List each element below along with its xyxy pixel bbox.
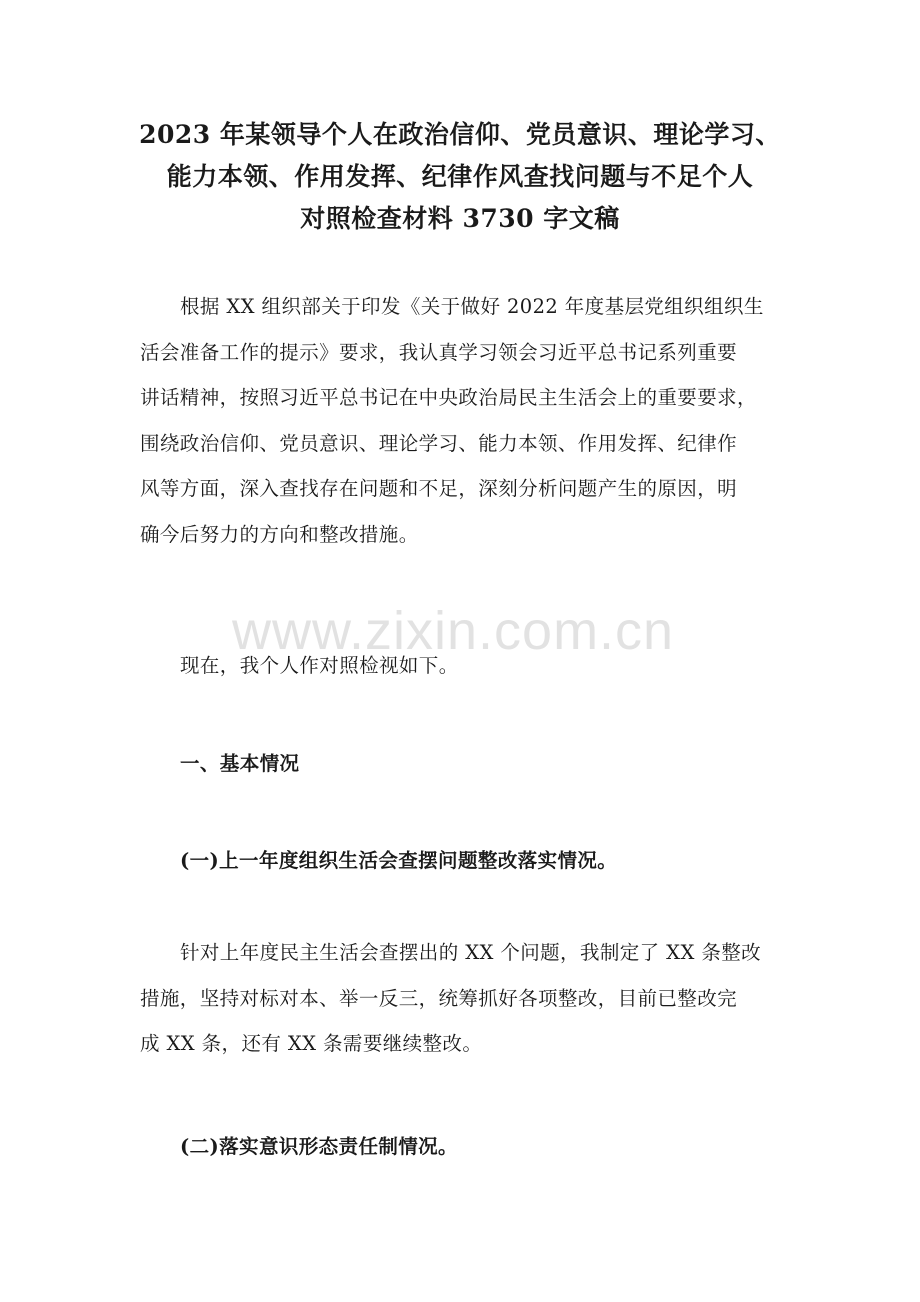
intro-line-4: 围绕政治信仰、党员意识、理论学习、能力本领、作用发挥、纪律作 [140, 431, 738, 455]
sub1-line-3: 成 XX 条，还有 XX 条需要继续整改。 [140, 1032, 483, 1056]
subsection-heading-1: (一)上一年度组织生活会查摆问题整改落实情况。 [180, 849, 618, 872]
watermark: www.zixin.com.cn [232, 601, 675, 661]
sub1-line-1: 针对上年度民主生活会查摆出的 XX 个问题，我制定了 XX 条整改 [180, 941, 762, 964]
subsection-heading-2: (二)落实意识形态责任制情况。 [180, 1135, 458, 1158]
title-line-1: 2023 年某领导个人在政治信仰、党员意识、理论学习、 [139, 120, 781, 149]
document-title [130, 114, 790, 240]
title-line-3: 对照检查材料 3730 字文稿 [300, 204, 620, 233]
transition-paragraph [140, 643, 790, 689]
intro-line-2: 活会准备工作的提示》要求，我认真学习领会习近平总书记系列重要 [140, 340, 738, 364]
title-line-2: 能力本领、作用发挥、纪律作风查找问题与不足个人 [166, 162, 754, 191]
section-heading-basic: 一、基本情况 [180, 752, 300, 775]
intro-line-5: 风等方面，深入查找存在问题和不足，深刻分析问题产生的原因，明 [140, 477, 738, 501]
intro-line-1: 根据 XX 组织部关于印发《关于做好 2022 年度基层党组织组织生 [180, 295, 764, 318]
intro-line-6: 确今后努力的方向和整改措施。 [140, 522, 419, 546]
sub1-line-2: 措施，坚持对标对本、举一反三，统筹抓好各项整改，目前已整改完 [140, 986, 738, 1010]
transition-line: 现在，我个人作对照检视如下。 [180, 654, 459, 677]
intro-line-3: 讲话精神，按照习近平总书记在中央政治局民主生活会上的重要要求， [140, 386, 757, 410]
subsection-1-paragraph [140, 930, 790, 1067]
intro-paragraph [140, 284, 790, 558]
